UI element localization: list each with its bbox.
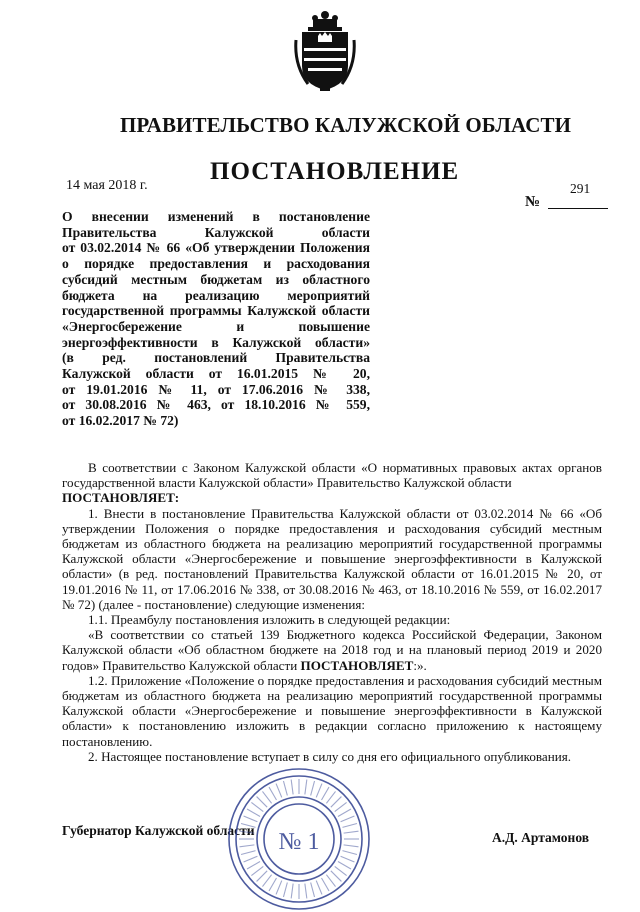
seal-ornament-mark — [322, 878, 330, 891]
subject-line: от 30.08.2016 № 463, от 18.10.2016 № 559, — [62, 397, 370, 413]
subject-line: от 19.01.2016 № 11, от 17.06.2016 № 338, — [62, 381, 370, 397]
seal-ornament-mark — [344, 845, 359, 847]
document-body — [62, 460, 602, 764]
quote-paragraph — [62, 627, 602, 673]
subject-line: государственной программы Калужской области — [62, 303, 370, 319]
seal-ornament-mark — [305, 780, 307, 795]
seal-ornament-mark — [338, 809, 351, 817]
document-number-label: № — [525, 194, 541, 210]
seal-ornament-mark — [257, 871, 268, 882]
seal-ornament-mark — [283, 781, 287, 795]
subject-line: энергоэффективности в Калужской области» — [62, 334, 370, 350]
seal-ornament-mark — [269, 878, 277, 891]
seal-ornament-mark — [338, 862, 351, 870]
item-2-paragraph: 2. Настоящее постановление вступает в силу со дня его официального опубликования. — [88, 748, 572, 764]
seal-ornament-mark — [316, 784, 322, 798]
seal-ornament-mark — [291, 884, 293, 899]
seal-ornament-mark — [331, 871, 342, 882]
seal-ornament-mark — [276, 784, 282, 798]
subject-line: «Энергосбережение и повышение — [62, 318, 370, 334]
preamble-paragraph — [62, 460, 602, 490]
seal-ornament-mark — [311, 781, 315, 795]
government-title: ПРАВИТЕЛЬСТВО КАЛУЖСКОЙ ОБЛАСТИ — [120, 113, 572, 137]
decree-word: ПОСТАНОВЛЯЕТ: — [62, 490, 180, 506]
preamble-text: В соответствии с Законом Калужской области «О нормативных правовых актах органов государственной власти Калужской области» Правительство Калужской области — [62, 460, 602, 491]
seal-ornament-mark — [305, 884, 307, 899]
seal-ornament-mark — [316, 881, 322, 895]
seal-ornament-mark — [262, 791, 271, 803]
document-date: 14 мая 2018 г. — [66, 178, 148, 193]
seal-ornament-mark — [244, 856, 258, 862]
seal-ornament-mark — [335, 866, 347, 875]
subject-line: Правительства Калужской области — [62, 224, 370, 240]
seal-ornament-mark — [342, 851, 356, 855]
item-1-2-paragraph: 1.2. Приложение «Положение о порядке предоставления и расходования субсидий местным бюджетам из областного бюджета на реализацию мероприятий государственной программы Калужской области «Энергосбережение и повышение энергоэффективности в Калужской области» к постановлению изложить в редакции согласно приложению к настоящему постановлению. — [62, 672, 602, 749]
seal-ornament-mark — [247, 862, 260, 870]
seal-ornament-mark — [335, 802, 347, 811]
subject-line: от 03.02.2014 № 66 «Об утверждении Положения — [62, 240, 370, 256]
document-type-heading: ПОСТАНОВЛЕНИЕ — [210, 158, 460, 185]
seal-ornament-mark — [341, 856, 355, 862]
seal-ornament-mark — [331, 797, 342, 808]
signatory-name: А.Д. Артамонов — [492, 830, 590, 845]
seal-ornament-mark — [251, 866, 263, 875]
seal-ornament-mark — [251, 802, 263, 811]
seal-ornament-mark — [257, 797, 268, 808]
seal-ornament-mark — [291, 780, 293, 795]
seal-ornament-mark — [326, 875, 335, 887]
number-underline — [548, 208, 608, 209]
official-seal-stamp — [226, 766, 372, 912]
quote-end: :». — [413, 657, 427, 673]
seal-ornament-mark — [344, 831, 359, 833]
subject-line: (в ред. постановлений Правительства — [62, 350, 370, 366]
subject-line: от 16.02.2017 № 72) — [62, 413, 179, 429]
seal-ornament-mark — [240, 845, 255, 847]
decree-paragraph — [62, 490, 602, 505]
seal-number: № 1 — [278, 829, 320, 855]
seal-ornament-mark — [276, 881, 282, 895]
seal-ornament-mark — [241, 851, 255, 855]
seal-ornament-mark — [326, 791, 335, 803]
seal-outer-ring — [229, 769, 369, 909]
seal-ornament-mark — [247, 809, 260, 817]
item-1-paragraph: 1. Внести в постановление Правительства Калужской области от 03.02.2014 № 66 «Об утверждении Положения о порядке предоставления и расходования субсидий местным бюджетам из областного бюджета на реализацию мероприятий государственной программы Калужской области «Энергосбережение и повышение энергоэффективности в Калужской области» (в ред. постановлений Правительства Калужской области от 16.01.2015 № 20, от 19.01.2016 № 11, от 17.06.2016 № 338, от 30.08.2016 № 463, от 18.10.2016 № 559, от 16.02.2017 № 72) (далее - постановление) следующие изменения: — [62, 505, 602, 612]
item-1-1-paragraph: 1.1. Преамбулу постановления изложить в следующей редакции: — [88, 612, 451, 628]
seal-ornament-mark — [322, 787, 330, 800]
document-subject — [62, 209, 370, 429]
seal-ornament-mark — [341, 816, 355, 822]
subject-line: бюджета на реализацию мероприятий — [62, 287, 370, 303]
seal-ornament-mark — [262, 875, 271, 887]
seal-ornament-mark — [311, 882, 315, 896]
seal-ornament-mark — [283, 882, 287, 896]
subject-line: о порядке предоставления и расходования — [62, 256, 370, 272]
coat-of-arms-emblem — [294, 10, 356, 92]
document-number: 291 — [570, 181, 591, 196]
signatory-position: Губернатор Калужской области — [62, 823, 255, 838]
seal-ornament-mark — [269, 787, 277, 800]
quote-text: «В соответствии со статьей 139 Бюджетного кодекса Российской Федерации, Законом Калужской области «Об областном бюджете на 2018 год и на плановый период 2019 и 2020 годов» Правительство Калужской области — [62, 627, 602, 673]
subject-line: О внесении изменений в постановление — [62, 209, 370, 224]
quote-decree-word: ПОСТАНОВЛЯЕТ — [300, 657, 414, 673]
seal-ornament-mark — [342, 823, 356, 827]
seal-ornament-mark — [244, 816, 258, 822]
subject-line: Калужской области от 16.01.2015 № 20, — [62, 366, 370, 382]
subject-line: субсидий местным бюджетам из областного — [62, 271, 370, 287]
